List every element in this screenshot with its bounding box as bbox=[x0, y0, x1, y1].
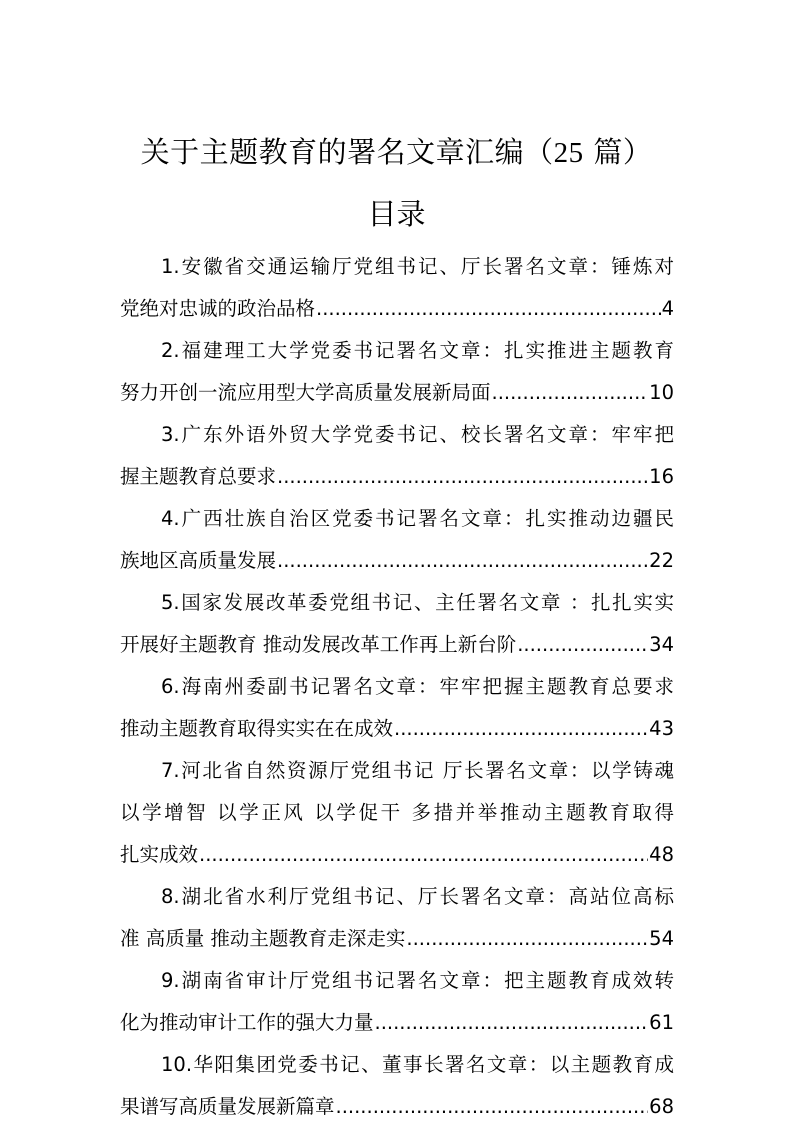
toc-entry-line: 党绝对忠诚的政治品格 bbox=[120, 297, 316, 320]
dot-leader bbox=[375, 1002, 649, 1044]
toc-page-number: 10 bbox=[649, 381, 674, 404]
toc-page-number: 61 bbox=[649, 1011, 674, 1034]
toc-entry-line: 化为推动审计工作的强大力量 bbox=[120, 1011, 374, 1034]
toc-entry-last-line bbox=[120, 708, 674, 750]
toc-entry[interactable] bbox=[120, 246, 674, 330]
toc-entry[interactable] bbox=[120, 960, 674, 1044]
toc-entry-line: 1.安徽省交通运输厅党组书记、厅长署名文章：锤炼对 bbox=[161, 255, 674, 278]
toc-entry[interactable] bbox=[120, 582, 674, 666]
toc-entry[interactable] bbox=[120, 498, 674, 582]
toc-page-number: 54 bbox=[649, 927, 674, 950]
toc-entry-line: 推动主题教育取得实实在在成效 bbox=[120, 717, 394, 740]
document-title bbox=[0, 132, 793, 173]
dot-leader bbox=[492, 372, 649, 414]
toc-entry-last-line bbox=[120, 288, 674, 330]
toc-entry-line: 努力开创一流应用型大学高质量发展新局面 bbox=[120, 381, 491, 404]
toc-entry-line: 握主题教育总要求 bbox=[120, 465, 277, 488]
toc-heading: 目录 bbox=[367, 197, 426, 231]
toc-page-number: 43 bbox=[649, 717, 674, 740]
toc-page-number: 4 bbox=[661, 297, 674, 320]
toc-page-number: 48 bbox=[649, 843, 674, 866]
toc-entry-line: 果谱写高质量发展新篇章 bbox=[120, 1095, 335, 1118]
dot-leader bbox=[199, 834, 648, 876]
document-title-count: 25 bbox=[553, 137, 584, 169]
toc-entry-line: 族地区高质量发展 bbox=[120, 549, 277, 572]
toc-entry-last-line bbox=[120, 834, 674, 876]
toc-entry-line: 9.湖南省审计厅党组书记署名文章：把主题教育成效转 bbox=[161, 969, 674, 992]
toc-entry-last-line bbox=[120, 918, 674, 960]
toc-entry-line: 5.国家发展改革委党组书记、主任署名文章 ：扎扎实实 bbox=[161, 591, 674, 614]
toc-entry-last-line bbox=[120, 456, 674, 498]
toc-page-number: 16 bbox=[649, 465, 674, 488]
toc-entry[interactable] bbox=[120, 330, 674, 414]
dot-leader bbox=[277, 456, 648, 498]
toc-entry-line: 6.海南州委副书记署名文章：牢牢把握主题教育总要求 bbox=[161, 675, 674, 698]
toc-entry[interactable] bbox=[120, 876, 674, 960]
toc-entry-line: 2.福建理工大学党委书记署名文章：扎实推进主题教育 bbox=[161, 339, 674, 362]
document-title-end: 篇） bbox=[583, 135, 653, 169]
toc-entry-last-line bbox=[120, 372, 674, 414]
toc-entry-line: 7.河北省自然资源厅党组书记 厅长署名文章：以学铸魂 bbox=[161, 759, 674, 782]
toc-entry-line: 3.广东外语外贸大学党委书记、校长署名文章：牢牢把 bbox=[161, 423, 674, 446]
toc-page-number: 34 bbox=[649, 633, 674, 656]
toc-entry-line: 准 高质量 推动主题教育走深走实 bbox=[120, 927, 406, 950]
document-title-main: 关于主题教育的署名文章汇编（ bbox=[140, 135, 554, 169]
toc-entry[interactable] bbox=[120, 666, 674, 750]
dot-leader bbox=[277, 540, 648, 582]
toc-entry[interactable] bbox=[120, 750, 674, 876]
table-of-contents bbox=[120, 246, 674, 1128]
toc-entry-line: 扎实成效 bbox=[120, 843, 199, 866]
toc-entry-last-line bbox=[120, 624, 674, 666]
toc-entry[interactable] bbox=[120, 1044, 674, 1128]
dot-leader bbox=[316, 288, 661, 330]
toc-entry-last-line bbox=[120, 540, 674, 582]
toc-page-number: 68 bbox=[649, 1095, 674, 1118]
toc-entry-line: 以学增智 以学正风 以学促干 多措并举推动主题教育取得 bbox=[120, 801, 674, 824]
toc-entry-last-line bbox=[120, 1002, 674, 1044]
dot-leader bbox=[517, 624, 648, 666]
dot-leader bbox=[406, 918, 648, 960]
toc-entry-line: 开展好主题教育 推动发展改革工作再上新台阶 bbox=[120, 633, 517, 656]
toc-entry-line: 10.华阳集团党委书记、董事长署名文章：以主题教育成 bbox=[161, 1053, 674, 1076]
toc-page-number: 22 bbox=[649, 549, 674, 572]
toc-entry[interactable] bbox=[120, 414, 674, 498]
dot-leader bbox=[394, 708, 648, 750]
toc-entry-line: 4.广西壮族自治区党委书记署名文章：扎实推动边疆民 bbox=[161, 507, 674, 530]
toc-entry-line: 8.湖北省水利厅党组书记、厅长署名文章：高站位高标 bbox=[161, 885, 674, 908]
